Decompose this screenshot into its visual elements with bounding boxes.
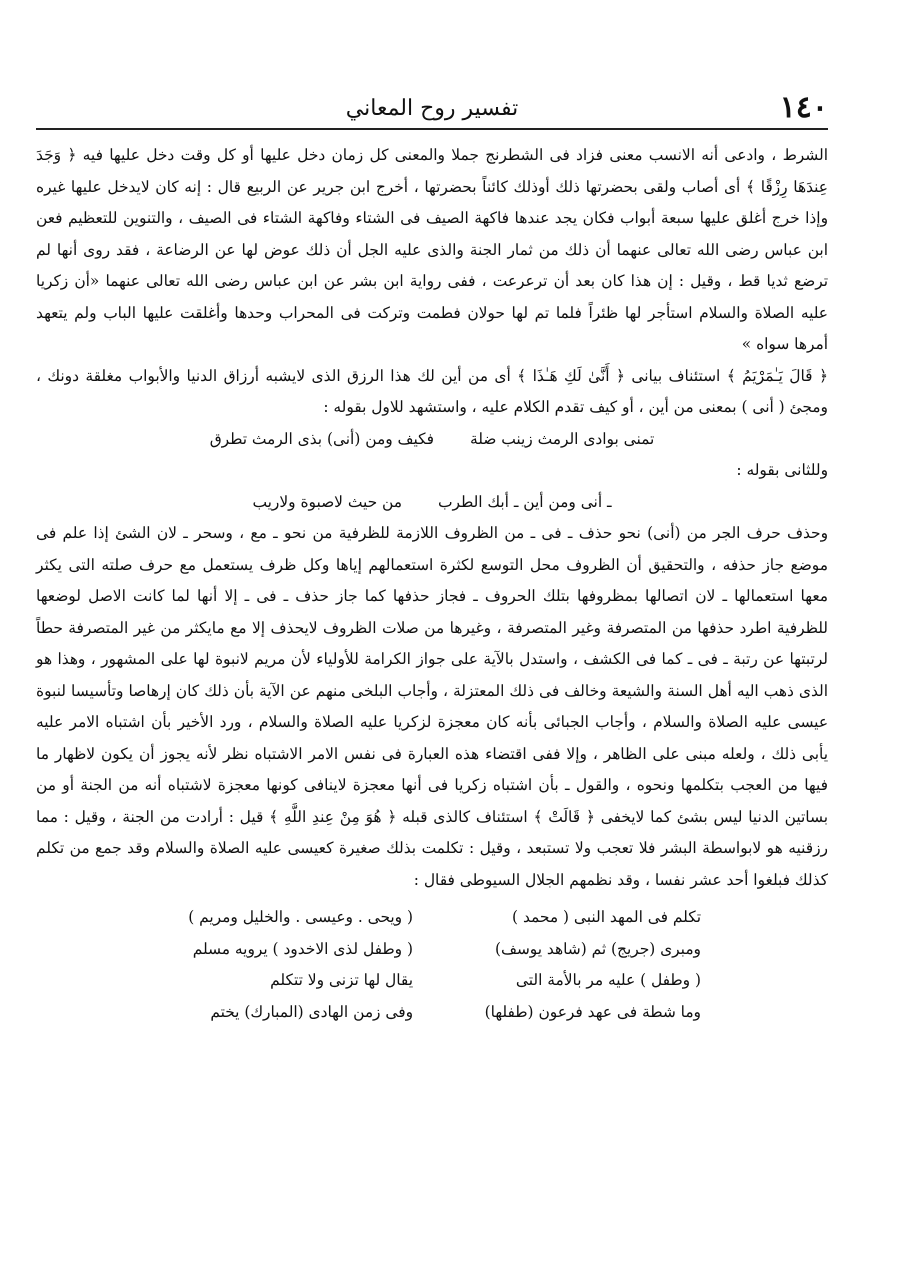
paragraph: الشرط ، وادعى أنه الانسب معنى فزاد فى الشطرنج جملا والمعنى كل زمان دخل عليها أو كل وقت دخل عليها فيه ﴿ وَجَدَ عِندَهَا رِزْقًا ﴾ أى أصاب ولقى بحضرتها ذلك أوذلك كائناً بحضرتها ، أخرج ابن جرير عن الربيع قال : إنه كان لايدخل عليها غيره وإذا خرج أغلق عليها سبعة أبواب فكان يجد عندها فاكهة الصيف فى الشتاء وفاكهة الشتاء فى الصيف ، والتنوين للتعظيم فعن ابن عباس رضى الله تعالى عنهما أن ذلك من ثمار الجنة والذى عليه الجل أن ذلك عوض لها عن الرضاعة ، فقد روى أنها لم ترضع ثديا قط ، وقيل : إن هذا كان بعد أن ترعرعت ، ففى رواية ابن بشر عن ابن عباس رضى الله تعالى عنهما «أن زكريا عليه الصلاة والسلام استأجر لها ظئراً فلما تم لها حولان فطمت وتركت فى المحراب وحدها وأغلقت عليها الباب ولم يتعهد أمرها سواه » (36, 146, 828, 353)
poem-hemistich: تكلم فى المهد النبى ( محمد ) (512, 908, 701, 926)
poem-hemistich: ( ويحى . وعيسى . والخليل ومريم ) (188, 908, 413, 926)
page-header (36, 90, 828, 130)
paragraph: وحذف حرف الجر من (أنى) نحو حذف ـ فى ـ من الظروف اللازمة للظرفية من نحو ـ مع ، وسحر ـ لان الشئ إذا علم فى موضع جاز حذفه ، والتحقيق أن الظروف محل التوسع لكثرة استعمالهم إياها وكل ظرف يستعمل مع حرف صلته التى يكثر معها استعمالها ـ لان اتصالها بمظروفها بتلك الحروف ـ فجاز حذفها كما جاز حذف ـ فى ـ إلا أنها لما كانت الاصل لوضعها للظرفية اطرد حذفها من المتصرفة وغير المتصرفة ، وغيرها من صلات الظروف لايحذف إلا مع مايكثر من غير المتصرفة حطاً لرتبتها عن رتبة ـ فى ـ كما فى الكشف ، واستدل بالآية على جواز الكرامة للأولياء لأن مريم لانبوة لها على المشهور ، وهذا هو الذى ذهب اليه أهل السنة والشيعة وخالف فى ذلك المعتزلة ، وأجاب البلخى منهم عن الآية بأن ذلك كان إرهاصا وتأسيسا لنبوة عيسى عليه الصلاة والسلام ، وأجاب الجبائى بأنه كان معجزة لزكريا عليه الصلاة والسلام ، ورد الأخير بأن اشتباه الامر عليه يأبى ذلك ، ولعله مبنى على الظاهر ، وإلا ففى اقتضاء هذه العبارة فى نفس الامر الاشتباه نظر لأنه يجوز أن يكون لاظهار ما فيها من العجب بتكلمها ونحوه ، والقول ـ بأن اشتباه زكريا فى أنها معجزة لاينافى كونها معجزة لاشتباه أنه من الجنة أو من بساتين الدنيا ليس بشئ كما لايخفى ﴿ قَالَتْ ﴾ استئناف كالذى قبله ﴿ هُوَ مِنْ عِندِ اللَّهِ ﴾ قيل : أرادت من الجنة ، وقيل : مما رزقنيه هو لابواسطة البشر فلا تعجب ولا تستبعد ، وقيل : تكلمت بذلك صغيرة كعيسى عليه الصلاة والسلام وقد جمع من تكلم كذلك فبلغوا أحد عشر نفسا ، وقد نظمهم الجلال السيوطى فقال : (36, 524, 828, 889)
paragraph: وللثانى بقوله : (736, 461, 828, 479)
verse-line (36, 424, 828, 456)
verse-hemistich: من حيث لاصبوة ولاريب (252, 492, 402, 511)
poem-hemistich: يقال لها تزنى ولا تتكلم (270, 971, 413, 989)
verse-line (36, 487, 828, 519)
poem-hemistich: وما شطة فى عهد فرعون (طفلها) (484, 1002, 701, 1021)
paragraph: ﴿ قَالَ يَـٰمَرْيَمُ ﴾ استئناف بيانى ﴿ أَنَّىٰ لَكِ هَـٰذَا ﴾ أى من أين لك هذا الرزق الذى لايشبه أرزاق الدنيا والأبواب مغلقة دونك ، ومجئ ( أنى ) بمعنى من أين ، أو كيف تقدم الكلام عليه ، واستشهد للاول بقوله : (36, 366, 828, 416)
poem-hemistich: ( وطفل لذى الاخدود ) يرويه مسلم (192, 939, 413, 958)
header-rule (36, 128, 828, 130)
body-text (36, 140, 828, 1028)
verse-hemistich: ـ أنى ومن أين ـ أبك الطرب (437, 492, 612, 511)
poem-hemistich: وفى زمن الهادى (المبارك) يختم (210, 1002, 413, 1021)
poem-hemistich: ومبرى (جريج) ثم (شاهد يوسف) (494, 939, 701, 958)
poem-hemistich: ( وطفل ) عليه مر بالأمة التى (515, 971, 701, 989)
verse-hemistich: تمنى بوادى الرمث زينب ضلة (469, 429, 655, 448)
running-title: تفسير روح المعاني (345, 96, 519, 121)
page-number: ١٤٠ (779, 90, 828, 125)
verse-hemistich: فكيف ومن (أنى) بذى الرمث تطرق (209, 429, 434, 448)
poem (36, 902, 828, 1028)
